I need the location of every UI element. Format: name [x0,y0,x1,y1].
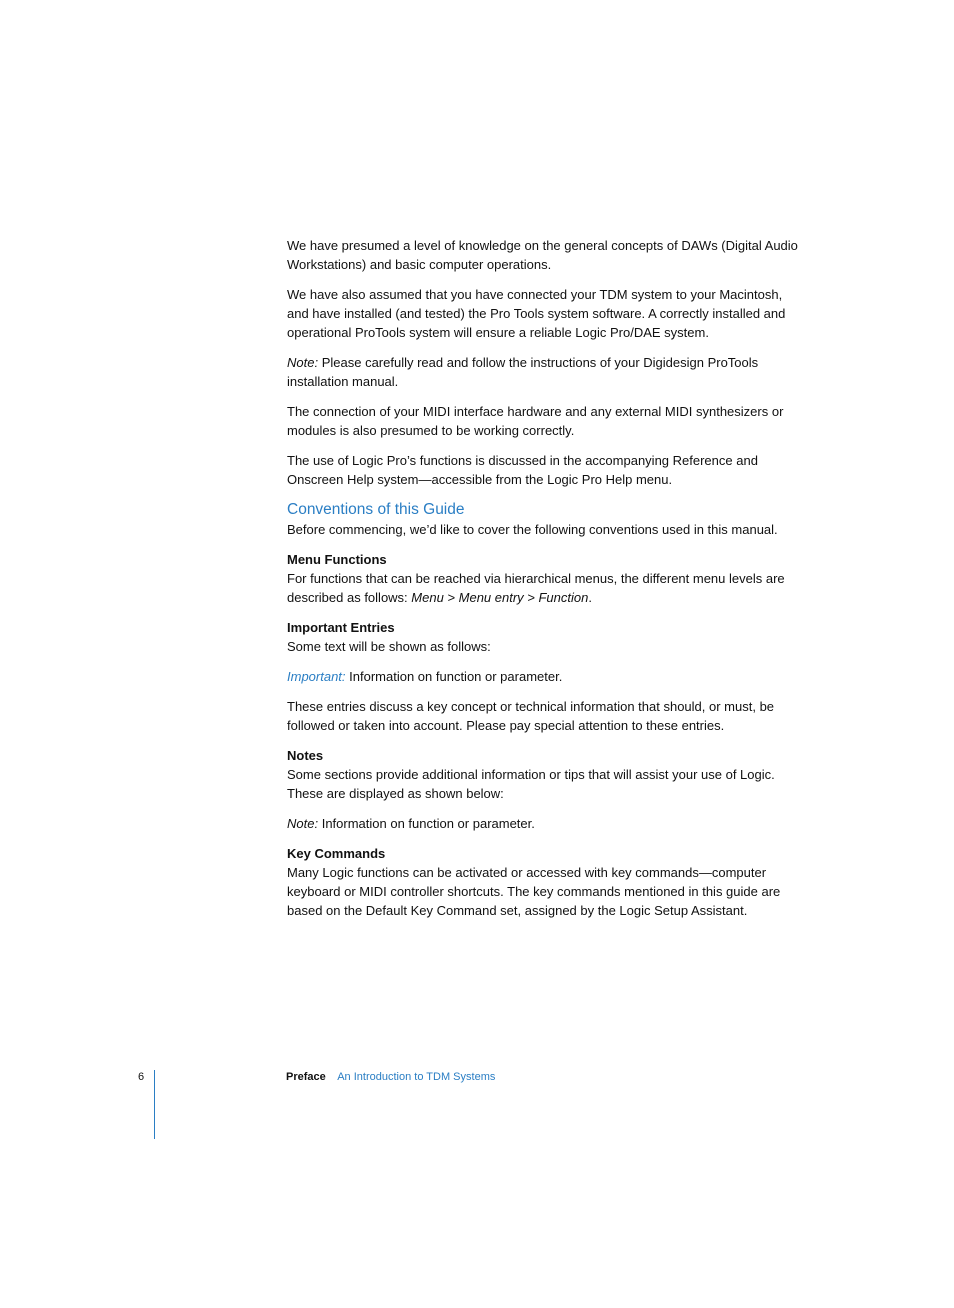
footer-chapter [286,1070,495,1084]
subheading-important-entries: Important Entries [287,620,395,635]
paragraph-knowledge: We have presumed a level of knowledge on the general concepts of DAWs (Digital Audio Workstations) and basic computer operations. [287,238,798,272]
menu-functions-block [287,550,799,607]
note-label: Note: [287,355,319,370]
important-label: Important: [287,669,346,684]
paragraph-tdm-setup: We have also assumed that you have connected your TDM system to your Macintosh, and have installed (and tested) the Pro Tools system software. A correctly installed and operational ProTools system will ensure a reliable Logic Pro/DAE system. [287,287,786,340]
note-example-label: Note: [287,816,319,831]
menu-functions-text: For functions that can be reached via hierarchical menus, the different menu levels are described as follows: [287,571,785,605]
key-commands-block [287,844,799,920]
note-example-text: Information on function or parameter. [321,816,535,831]
footer-divider [154,1070,155,1139]
menu-path-example: Menu > Menu entry > Function [411,590,589,605]
paragraph-help-system: The use of Logic Pro’s functions is discussed in the accompanying Reference and Onscreen Help system—accessible from the Logic Pro Help menu. [287,453,758,487]
menu-path-period: . [588,590,592,605]
key-commands-text: Many Logic functions can be activated or accessed with key commands—computer keyboard or MIDI controller shortcuts. The key commands mentioned in this guide are based on the Default Key Command set, assigned by the Logic Setup Assistant. [287,865,781,918]
note-example [287,814,799,833]
section-title-conventions: Conventions of this Guide [287,501,465,518]
page-number: 6 [138,1071,145,1083]
conventions-intro: Before commencing, we’d like to cover the following conventions used in this manual. [287,522,778,537]
subheading-menu-functions: Menu Functions [287,552,387,567]
important-example [287,667,799,686]
notes-text: Some sections provide additional information or tips that will assist your use of Logic. These are displayed as shown below: [287,767,775,801]
subheading-notes: Notes [287,748,324,763]
subheading-key-commands: Key Commands [287,846,386,861]
important-entries-block [287,618,799,656]
paragraph-midi-hardware: The connection of your MIDI interface hardware and any external MIDI synthesizers or modules is also presumed to be working correctly. [287,404,784,438]
note-protools [287,353,799,391]
page-content [287,236,799,931]
footer-chapter-title: An Introduction to TDM Systems [337,1071,496,1083]
footer-chapter-label: Preface [286,1071,326,1083]
important-entries-text: Some text will be shown as follows: [287,639,491,654]
important-explanation: These entries discuss a key concept or technical information that should, or must, be followed or taken into account. Please pay special attention to these entries. [287,699,775,733]
note-text: Please carefully read and follow the instructions of your Digidesign ProTools installation manual. [287,355,759,389]
important-example-text: Information on function or parameter. [349,669,563,684]
notes-block [287,746,799,803]
